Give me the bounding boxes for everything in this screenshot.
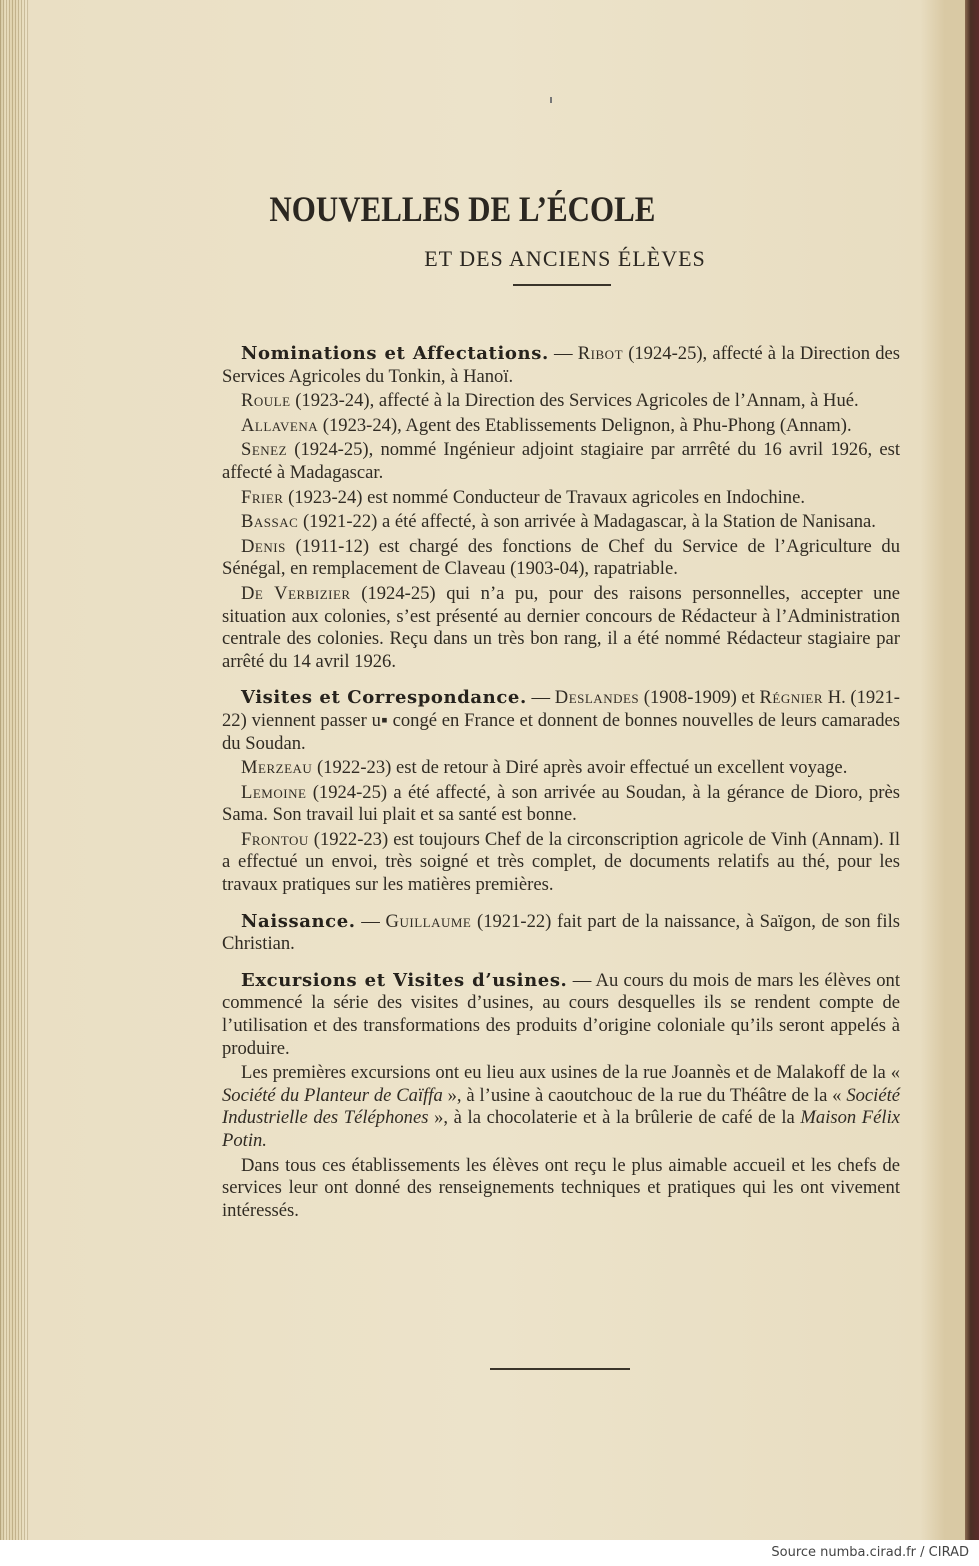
person-name: Frier [241, 486, 284, 508]
text: Dans tous ces établissements les élèves ont reçu le plus aimable accueil et les chefs de services leur ont donné des renseignements techniques et pratiques qui les ont vivement intéressés. [222, 1154, 900, 1221]
book-page-edges [0, 0, 28, 1540]
person-name: Ribot [577, 343, 624, 364]
italic-text: Maison Félix Potin. [222, 1107, 901, 1151]
text: (1921-22) a été affecté, à son arrivée à Madagascar, à la Station de Nanisana. [298, 511, 876, 533]
italic-text: Société Industrielle des Téléphones [222, 1084, 900, 1129]
paragraph [222, 829, 900, 897]
section-lead-paragraph [222, 911, 900, 956]
text: (1924-25), affecté à la Direction des Services Agricoles du Tonkin, à Hanoï. [222, 343, 901, 387]
text: (1921-22) fait part de la naissance, à Saïgon, de son fils Christian. [222, 910, 901, 955]
text: (1924-25) a été affecté, à son arrivée au Soudan, à la gérance de Dioro, près Sama. Son travail lui plait et sa santé est bonne. [222, 781, 900, 826]
person-name: Bassac [241, 511, 299, 533]
paragraph [222, 782, 900, 827]
text: (1908-1909) et [639, 687, 760, 709]
person-name: Merzeau [241, 757, 313, 779]
text: (1923-24), Agent des Etablissements Delignon, à Phu-Phong (Annam). [318, 414, 852, 436]
paragraph [222, 1155, 900, 1223]
text: (1911-12) est chargé des fonctions de Chef du Service de l’Agriculture du Sénégal, en remplacement de Claveau (1903-04), rapatriable. [222, 535, 900, 580]
section-heading: Nominations et Affectations. [241, 343, 549, 364]
italic-text: Société du Planteur de Caïffa [222, 1084, 443, 1106]
text: (1924-25) qui n’a pu, pour des raisons personnelles, accepter une situation aux colonies, s’est présenté au dernier concours de Rédacteur à l’Administration centrale des colonies. Reçu dans un très bon rang, il a été nommé Rédacteur stagiaire par arrêté du 14 avril 1926. [222, 582, 901, 672]
book-spine [965, 0, 979, 1540]
paragraph [222, 536, 900, 581]
text: Les premières excursions ont eu lieu aux usines de la rue Joannès et de Malakoff de la « [241, 1062, 900, 1084]
paragraph [222, 583, 900, 673]
text: », à la chocolaterie et à la brûlerie de café de la [428, 1107, 801, 1129]
text: — [548, 343, 578, 364]
person-name: Deslandes [554, 687, 640, 709]
section-lead-paragraph [222, 343, 900, 388]
person-name: Senez [241, 439, 288, 461]
text: (1922-23) est de retour à Diré après avoir effectué un excellent voyage. [312, 757, 848, 779]
person-name: Denis [241, 535, 286, 557]
source-footer: Source numba.cirad.fr / CIRAD [771, 1545, 969, 1560]
text: (1922-23) est toujours Chef de la circonscription agricole de Vinh (Annam). Il a effectué un envoi, très soigné et très complet, de documents relatifs au thé, pour les travaux pratiques sur les matières premières. [222, 828, 900, 896]
person-name: Roule [241, 390, 291, 412]
text: H. (1921-22) viennent passer u▪ congé en France et donnent de bonnes nouvelles de leurs camarades du Soudan. [222, 687, 900, 754]
text: — Au cours du mois de mars les élèves ont commencé la série des visites d’usines, au cours desquelles ils se rendent compte de l’utilisation et des transformations des produits d’origine coloniale qu’ils seront appelés à produire. [222, 969, 900, 1059]
text: — [526, 687, 555, 709]
person-name: Guillaume [385, 910, 472, 932]
paragraph [222, 439, 900, 484]
article-body [222, 343, 900, 1224]
person-name: Allavena [241, 414, 319, 436]
text: (1923-24) est nommé Conducteur de Travaux agricoles en Indochine. [283, 486, 805, 508]
person-name: Frontou [241, 828, 309, 850]
title-rule [513, 284, 611, 286]
section-lead-paragraph [222, 970, 900, 1060]
text: — [355, 910, 386, 932]
paragraph [222, 1062, 900, 1152]
person-name: De Verbizier [241, 582, 351, 604]
section-lead-paragraph [222, 687, 900, 755]
paragraph [222, 390, 900, 413]
title-container [120, 188, 979, 230]
page-title: NOUVELLES DE L’ÉCOLE [269, 189, 656, 229]
paragraph [222, 757, 900, 780]
section-heading: Visites et Correspondance. [241, 687, 527, 709]
text: (1923-24), affecté à la Direction des Services Agricoles de l’Annam, à Hué. [290, 390, 859, 412]
person-name: Régnier [759, 687, 824, 709]
paragraph [222, 415, 900, 438]
text: (1924-25), nommé Ingénieur adjoint stagiaire par arrrêté du 16 avril 1926, est affecté à Madagascar. [222, 439, 900, 483]
section-heading: Excursions et Visites d’usines. [241, 969, 568, 991]
person-name: Lemoine [241, 781, 307, 803]
page-subtitle: ET DES ANCIENS ÉLÈVES [424, 246, 706, 271]
paragraph [222, 511, 900, 534]
section-heading: Naissance. [241, 910, 356, 932]
text: », à l’usine à caoutchouc de la rue du Théâtre de la « [442, 1084, 847, 1106]
print-mark [550, 97, 552, 103]
paragraph [222, 487, 900, 510]
end-rule [490, 1368, 630, 1370]
